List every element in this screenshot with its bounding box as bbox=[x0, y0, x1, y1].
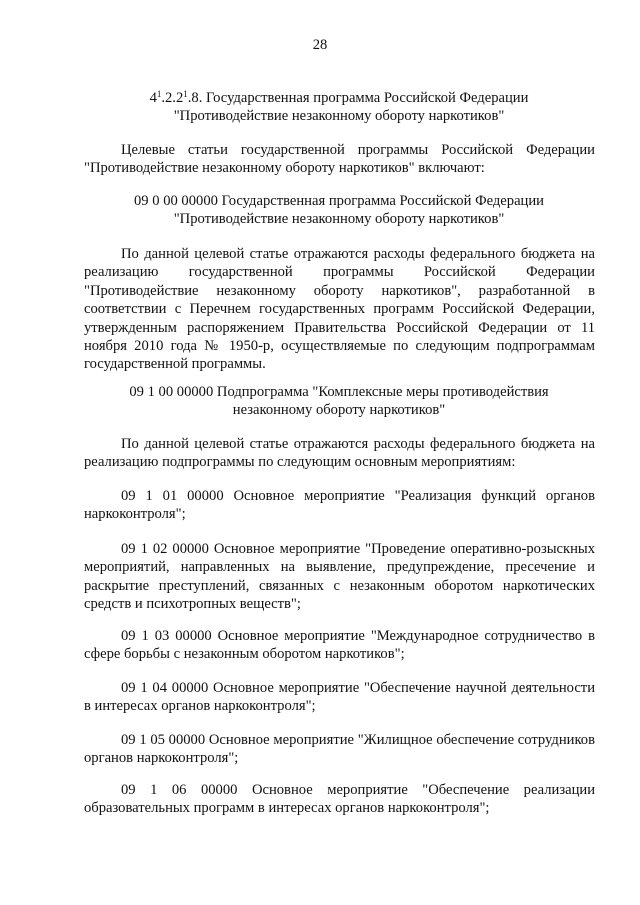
activity-item: 09 1 02 00000 Основное мероприятие "Проведение оперативно-розыскных мероприятий, направленных на выявление, предупреждение, пресечение и раскрытие преступлений, связанных с незаконным оборотом наркотических средств и психотропных веществ"; bbox=[84, 541, 595, 613]
intro-paragraph: Целевые статьи государственной программы Российской Федерации "Противодействие незаконному обороту наркотиков" включают: bbox=[84, 142, 595, 177]
activity-item: 09 1 03 00000 Основное мероприятие "Международное сотрудничество в сфере борьбы с незаконным оборотом наркотиков"; bbox=[84, 628, 595, 663]
section-heading-line2: "Противодействие незаконному обороту наркотиков" bbox=[173, 108, 505, 125]
activity-item: 09 1 01 00000 Основное мероприятие "Реализация функций органов наркоконтроля"; bbox=[84, 488, 595, 523]
program-heading bbox=[84, 192, 594, 229]
subprogram-heading bbox=[84, 383, 594, 420]
activity-item: 09 1 06 00000 Основное мероприятие "Обеспечение реализации образовательных программ в интересах органов наркоконтроля"; bbox=[84, 782, 595, 817]
activity-item: 09 1 05 00000 Основное мероприятие "Жилищное обеспечение сотрудников органов наркоконтроля"; bbox=[84, 732, 595, 767]
program-heading-line1: 09 0 00 00000 Государственная программа Российской Федерации bbox=[134, 193, 544, 209]
program-heading-line2: "Противодействие незаконному обороту наркотиков" bbox=[173, 211, 505, 228]
activity-item: 09 1 04 00000 Основное мероприятие "Обеспечение научной деятельности в интересах органов наркоконтроля"; bbox=[84, 680, 595, 715]
section-heading bbox=[84, 89, 594, 126]
subprogram-heading-line2: незаконному обороту наркотиков" bbox=[232, 402, 446, 419]
subprogram-heading-line1: 09 1 00 00000 Подпрограмма "Комплексные меры противодействия bbox=[129, 384, 549, 400]
page-number: 28 bbox=[312, 37, 328, 53]
section-heading-line1: $4^1.2.2^1.8$. Государственная программа Российской Федерации bbox=[149, 89, 529, 106]
subprogram-description: По данной целевой статье отражаются расходы федерального бюджета на реализацию подпрограммы по следующим основным мероприятиям: bbox=[84, 436, 595, 471]
program-description: По данной целевой статье отражаются расходы федерального бюджета на реализацию государственной программы Российской Федерации "Противодействие незаконному обороту наркотиков", разработанной в соответствии с Перечнем государственных программ Российской Федерации, утвержденным распоряжением Правительства Российской Федерации от 11 ноября 2010 года № 1950-р, осуществляемые по следующим подпрограммам государственной программы. bbox=[84, 246, 595, 373]
